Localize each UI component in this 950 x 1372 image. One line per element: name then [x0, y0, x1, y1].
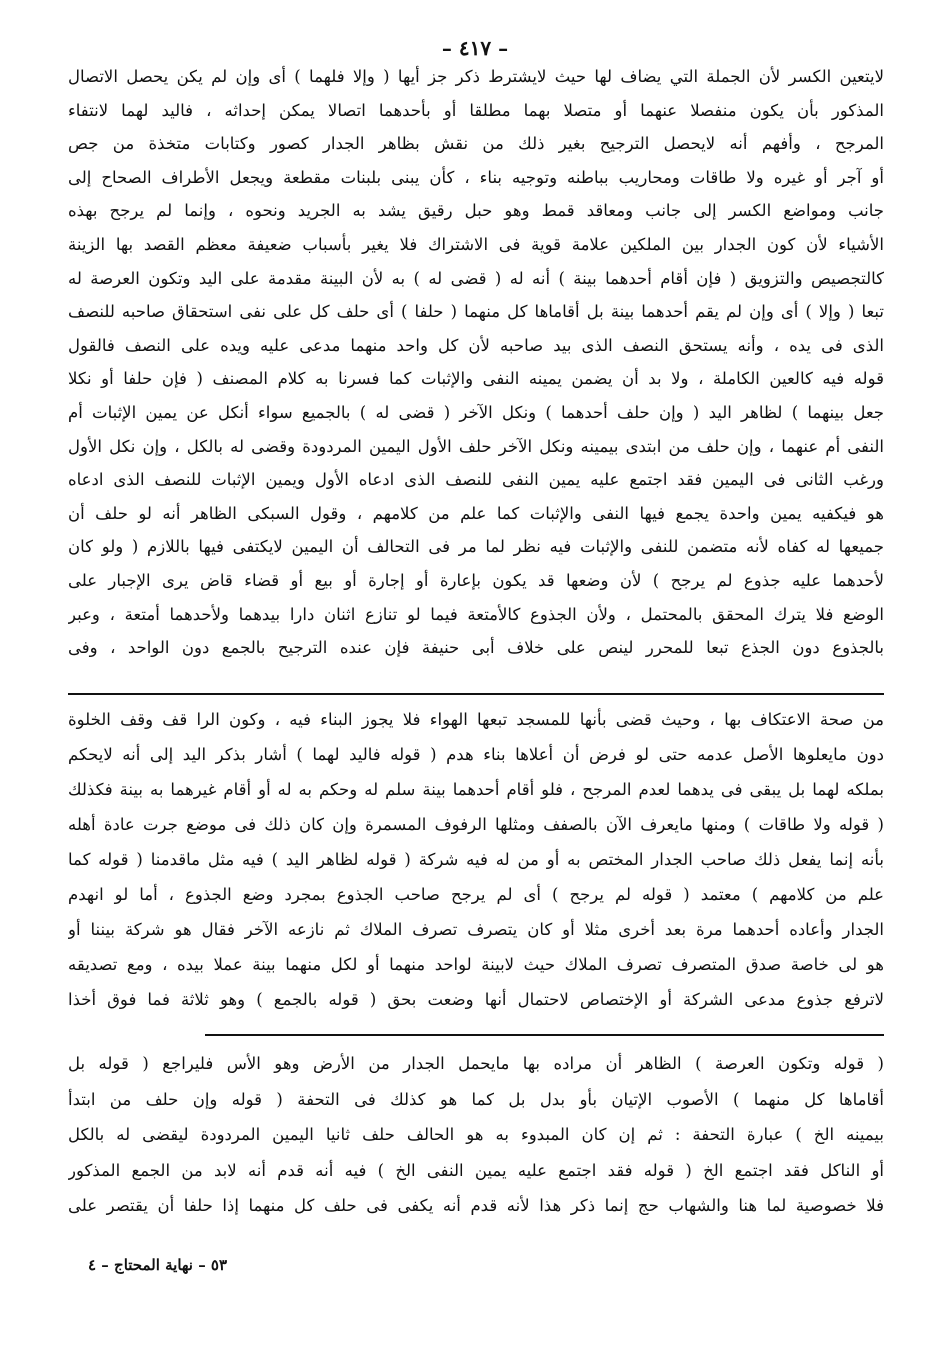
text-line: بيمينه الخ ) عبارة التحفة : ثم إن كان المبدوء به هو الحالف حلف ثانيا اليمين المردودة ليقضى له بالكل — [68, 1125, 884, 1144]
text-line: قوله فيه كالعين الكاملة ، ولا بد أن يضمن يمينه النفى والإثبات كما فسرنا به كلام المصنف ( فإن حلفا أو نكلا — [68, 369, 884, 389]
text-line: فلا خصوصية لما هنا والشهاب حج إنما ذكر هذا لأنه قدم أنه يكفى فى حلف كل منهما إذا حلفا أن يقتصر على — [68, 1196, 884, 1215]
footnote-divider — [68, 693, 884, 695]
text-line: النفى أم عنهما ، وإن حلف من ابتدى بيمينه ونكل الآخر حلف الأول اليمين المردودة وقضى له بالكل ، وإن نكل الأول — [68, 436, 884, 456]
text-line: جانب ومواضع الكسر إلى جانب ومعاقد قمط وهو حبل رقيق يشد به الجريد ونحوه ، وإنما لم يرجح بهذه — [68, 201, 884, 221]
text-line: ( قوله وتكون العرصة ) الظاهر أن مراده بها مايحمل الجدار من الأرض وهو الأس فليراجع ( قوله بل — [68, 1054, 884, 1073]
text-line: بالجذوع دون الجذع تبعا للمحرر لينص على خلاف أبى حنيفة فإن عنده الترجيح بالجمع دون الواحد ، وفى — [68, 638, 884, 658]
text-line: الجدار وأعاده أحدهما مرة بعد أخرى مثلا أو كان يتصرف تصرف الملاك ثم نازعه الآخر فقال هو شركة بيننا أو — [68, 920, 884, 939]
text-line: أو آجر أو غيره ولا طاقات ومحاريب بباطنه وتوجيه بناء ، كأن يبنى بلبنات مقطعة ويجعل الأطراف الصحاح إلى — [68, 167, 884, 187]
text-line: كالتجصيص والتزويق ( فإن أقام أحدهما بينة ) أنه له ( قضى له ) به لأن البينة مقدمة على اليد وتكون العرصة له — [68, 268, 884, 288]
text-line: علم من كلامهم ) معتمد ( قوله لم يرجح ) أى لم يرجح صاحب الجذوع بمجرد وضع الجذوع ، أما لو انهدم — [68, 885, 884, 904]
text-line: المرجح ، وأفهم أنه لايحصل الترجيح بغير ذلك من نقش بظاهر الجدار كصور وكتابات متخذة من جص — [68, 134, 884, 154]
text-line: ( قوله ولا طاقات ) ومنها مايعرف الآن بالصفف ومثلها الرفوف المسمرة وإن كان ذلك فى موضع جرت عادة أهله — [68, 815, 884, 834]
page-footer: ٥٣ – نهاية المحتاج – ٤ — [88, 1256, 228, 1274]
text-line: الذى فى يده ، وأنه يستحق النصف الذى بيد صاحبه لأن كل واحد منهما مدعى عليه ويده على النصف فالقول — [68, 335, 884, 355]
text-line: الوضع فلا يترك المحقق بالمحتمل ، ولأن الجذوع كالأمتعة فيما لو تنازع اثنان دارا بيدهما ولأحدهما أمتعة ، وعبر — [68, 604, 884, 624]
text-line: من صحة الاعتكاف بها ، وحيث قضى بأنها للمسجد تبعها الهواء فلا يجوز البناء فيه ، وكون الرا قف وقف الخلوة — [68, 710, 884, 729]
text-line: بأنه إنما يفعل ذلك صاحب الجدار المختص به أو من له فيه شركة ( قوله لظاهر اليد ) فيه مثل ماقدمنا ( قوله كما — [68, 850, 884, 869]
text-line: دون مايعلوها الأصل عدمه حتى لو فرض أن أعلاها بناء هدم ( قوله فاليد لهما ) أشار بذكر اليد إلى أنه لايحكم — [68, 745, 884, 764]
page-number: – ٤١٧ – — [441, 36, 509, 60]
text-line: الأشياء لأن كون الجدار بين الملكين علامة قوية فى الاشتراك فلا يغير بأسباب ضعيفة معظم القصد بها الزينة — [68, 234, 884, 254]
text-line: جعل بينهما ) لظاهر اليد ( وإن حلف أحدهما ) ونكل الآخر ( قضى له ) بالجميع سواء أنكل عن يمين الإثبات أم — [68, 402, 884, 422]
footnote-divider-2 — [205, 1034, 884, 1036]
text-line: لاترفع جذوع مدعى الشركة أو الإختصاص لاحتمال أنها وضعت بحق ( قوله بالجمع ) وهو ثلاثة فما فوق أخذا — [68, 990, 884, 1009]
text-line: لايتعين الكسر لأن الجملة التي يضاف لها حيث لايشترط ذكر جز أيها ( وإلا فلهما ) أى وإن لم يكن يحصل الاتصال — [68, 67, 884, 86]
text-line: هو فيكفيه يمين واحدة يجمع فيها النفى والإثبات كما علم من كلامهم ، وقول السبكى الظاهر أنه لو حلف أن — [68, 503, 884, 523]
text-line: المذكور بأن يكون منفصلا عنهما أو متصلا بهما مطلقا أو بأحدهما اتصالا يمكن إحداثه ، فاليد لهما لانتفاء — [68, 100, 884, 120]
footnote-section-1 — [68, 702, 884, 1017]
text-line: بملكه لهما بل يبقى فى يدهما لعدم المرجح ، فلو أقام أحدهما بينة سلم له وحكم به له أو أقام غيرهما به بينة فكذلك — [68, 780, 884, 799]
text-line: ورغب الثانى فى اليمين فقد اجتمع عليه يمين النفى للنصف الذى ادعاه الأول ويمين الإثبات للنصف الذى ادعاه — [68, 470, 884, 490]
footnote-section-2 — [68, 1046, 884, 1224]
text-line: جميعها له كفاه لأنه متضمن للنفى والإثبات فيه نظر لما مر فى التحالف أن اليمين لايكتفى فيها باللازم ( ولو كان — [68, 537, 884, 557]
main-text — [68, 60, 884, 665]
text-line: تبعا ( وإلا ) أى وإن لم يقم أحدهما بينة بل أقاماها كل منهما ( حلفا ) أى حلف كل على نفى استحقاق صاحبه للنصف — [68, 302, 884, 322]
text-line: هو لى خاصة صدق المتصرف تصرف الملاك حيث لابينة لواحد منهما أو لكل منهما بينة عملا بيده ، ومع تصديقه — [68, 955, 884, 974]
text-line: أو الناكل فقد اجتمع الخ ( قوله فقد اجتمع عليه يمين النفى الخ ) فيه أنه قدم أنه لابد من الجمع المذكور — [68, 1160, 884, 1180]
text-line: لأحدهما عليه جذوع لم يرجح ) لأن وضعها قد يكون بإعارة أو إجارة أو بيع أو قضاء قاض يرى الإجبار على — [68, 570, 884, 590]
text-line: أقاماها كل منهما ) الأصوب الإتيان بأو بدل بل كما هو كذلك فى التحفة ( قوله وإن حلف من ابتدأ — [68, 1089, 884, 1109]
